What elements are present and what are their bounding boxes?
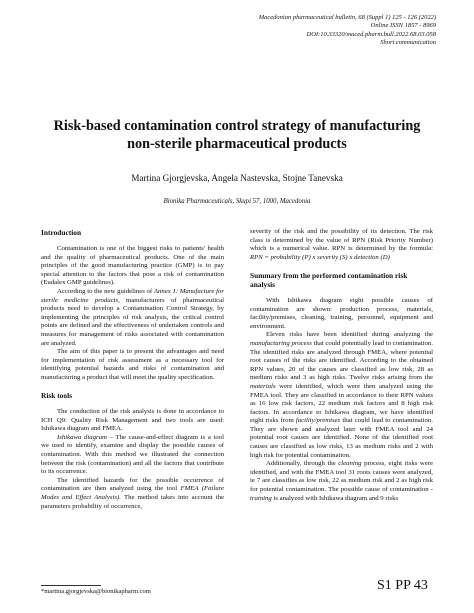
text-run: According to the new guidelines of — [57, 287, 154, 295]
section-heading-risk-tools: Risk tools — [41, 391, 73, 401]
italic-term: cleaning — [338, 460, 362, 468]
text-run: The method takes into account the parameters probability of occurrence, — [41, 494, 224, 510]
authors: Martina Gjorgjevska, Angela Nastevska, Stojne Tanevska — [131, 173, 343, 183]
section-heading-summary: Summary from the performed contamination risk analysis — [250, 270, 408, 289]
italic-term: manufacturing process — [250, 339, 312, 347]
intro-paragraph-2 — [41, 288, 224, 348]
doi: DOI:10.33320/maced.pharm.bull.2022.68.03.058 — [306, 30, 436, 38]
right-column — [250, 228, 433, 503]
italic-term: training — [250, 494, 272, 502]
title-line-2: non-sterile pharmaceutical products — [127, 136, 347, 152]
paper-title — [30, 117, 444, 153]
left-column — [41, 228, 224, 511]
ishikawa-term: Ishikawa diagram — [57, 433, 107, 441]
intro-paragraph-1: Contamination is one of the biggest risks to patients' health and the quality of pharmaceutical products. One of the main principles of the good manufacturing practice (GMP) is to pay special attention to the factors that pose a risk of contamination (Eudalex GMP guidelines). — [41, 245, 224, 287]
summary-paragraph-1: With Ishikawa diagram eight possible causes of contamination are shown: production process, materials, facility/premises, cleaning, training, personnel, equipment and environment. — [250, 296, 433, 330]
text-run: process, eight risks were identified, and with the FMEA tool 31 roots causes were analyzed, ie 7 are classifies as low risk, 22 as medium risk and 2 as high risk for potential contamination. The possible cause of contamination - — [250, 460, 433, 494]
tools-paragraph-2 — [41, 434, 224, 477]
affiliation: Bionika Pharmaceuticals, Skupi 57, 1000, Macedonia — [163, 198, 311, 205]
annex-reference: Annex 1: Manufacture for sterile medicine products — [41, 287, 224, 304]
journal-header — [136, 14, 436, 48]
text-run: – The cause-and-effect diagram is a tool we used to identify, examine and display the possible causes of contamination. With this method we illustrated the connection between the risk (contamination) and all the factors that contribute to its occurrence. — [41, 433, 224, 476]
text-run: Eleven risks have been identified during analyzing the — [266, 331, 433, 339]
text-run: Additionally, through the — [266, 460, 339, 468]
title-line-1: Risk-based contamination control strategy of manufacturing — [53, 118, 421, 134]
page-number: S1 PP 43 — [377, 578, 428, 593]
text-run: The identified hazards for the possible occurrence of contamination are then analyzed using the tool — [41, 476, 224, 493]
italic-term: facility/premises — [295, 417, 341, 425]
text-run: were identified, which were then analyzed using the FMEA tool. They are classified in accordance to their RPN values as 16 low risk factors, 22 medium risk factors and 8 high risk factors. In accordance to Ishikawa diagram, we have identified eight risks from — [250, 382, 433, 425]
summary-paragraph-3 — [250, 460, 433, 503]
footnote-rule — [41, 585, 101, 586]
text-run: that could lead to contamination. They are shown and analyzed later with FMEA tool and 24 potential root causes are identified. None of the identified root causes are classified as low risks, 13 as medium risks and 2 with high risk for potential contamination. — [250, 417, 433, 459]
corresponding-email: *martina.gjorgjevska@bionikapharm.com — [41, 588, 151, 595]
intro-paragraph-3: The aim of this paper is to present the advantages and need for implementation of risk assessment as a necessary tool for identifying potential hazards and risks of contamination and manufacturing a product that will meet the quality specification. — [41, 348, 224, 381]
summary-paragraph-2 — [250, 331, 433, 460]
section-heading-introduction: Introduction — [41, 228, 82, 237]
fmea-term: FMEA (Failure Modes and Effect Analysis). — [41, 485, 224, 502]
rpn-paragraph — [250, 228, 433, 262]
article-type: Short communication — [380, 39, 436, 47]
journal-citation: Macedonian pharmaceutical bulletin, 68 (Suppl 1) 125 - 126 (2022) — [258, 14, 436, 21]
tools-paragraph-3 — [41, 477, 224, 511]
text-run: , manufacturers of pharmaceutical products need to develop a Contamination Control Strategy, by implementing the principles of risk analysis, the critical control points are defined and the effectiveness of undertaken controls and measures for management of risks associated with contamination are analyzed. — [41, 296, 224, 347]
text-run: is analyzed with Ishikawa diagram and 9 risks — [271, 494, 399, 502]
text-run: severity of the risk and the possibility of its detection. The risk class is determined by the value of RPN (Risk Priority Number) which is a numerical value. RPN is determined by the formula: — [250, 228, 433, 253]
italic-term: materials — [250, 382, 276, 390]
online-issn: Online ISSN 1857 - 8969 — [370, 22, 436, 30]
rpn-formula: RPN = probability (P) x severity (S) x detection (D) — [250, 253, 390, 261]
text-run: that could potentially lead to contamination. The identified risks are analyzed through FMEA, where potential root causes of the risks are identified. According to the obtained RPN values, 20 of the causes are classified as low risk, 28 as medium risks and 3 as high risks. Twelve risks arising from the — [250, 339, 433, 382]
tools-paragraph-1: The conduction of the risk analysis is done in accordance to ICH Q9: Quality Risk Management and two tools are used: Ishikawa diagram and FMEA. — [41, 408, 224, 433]
